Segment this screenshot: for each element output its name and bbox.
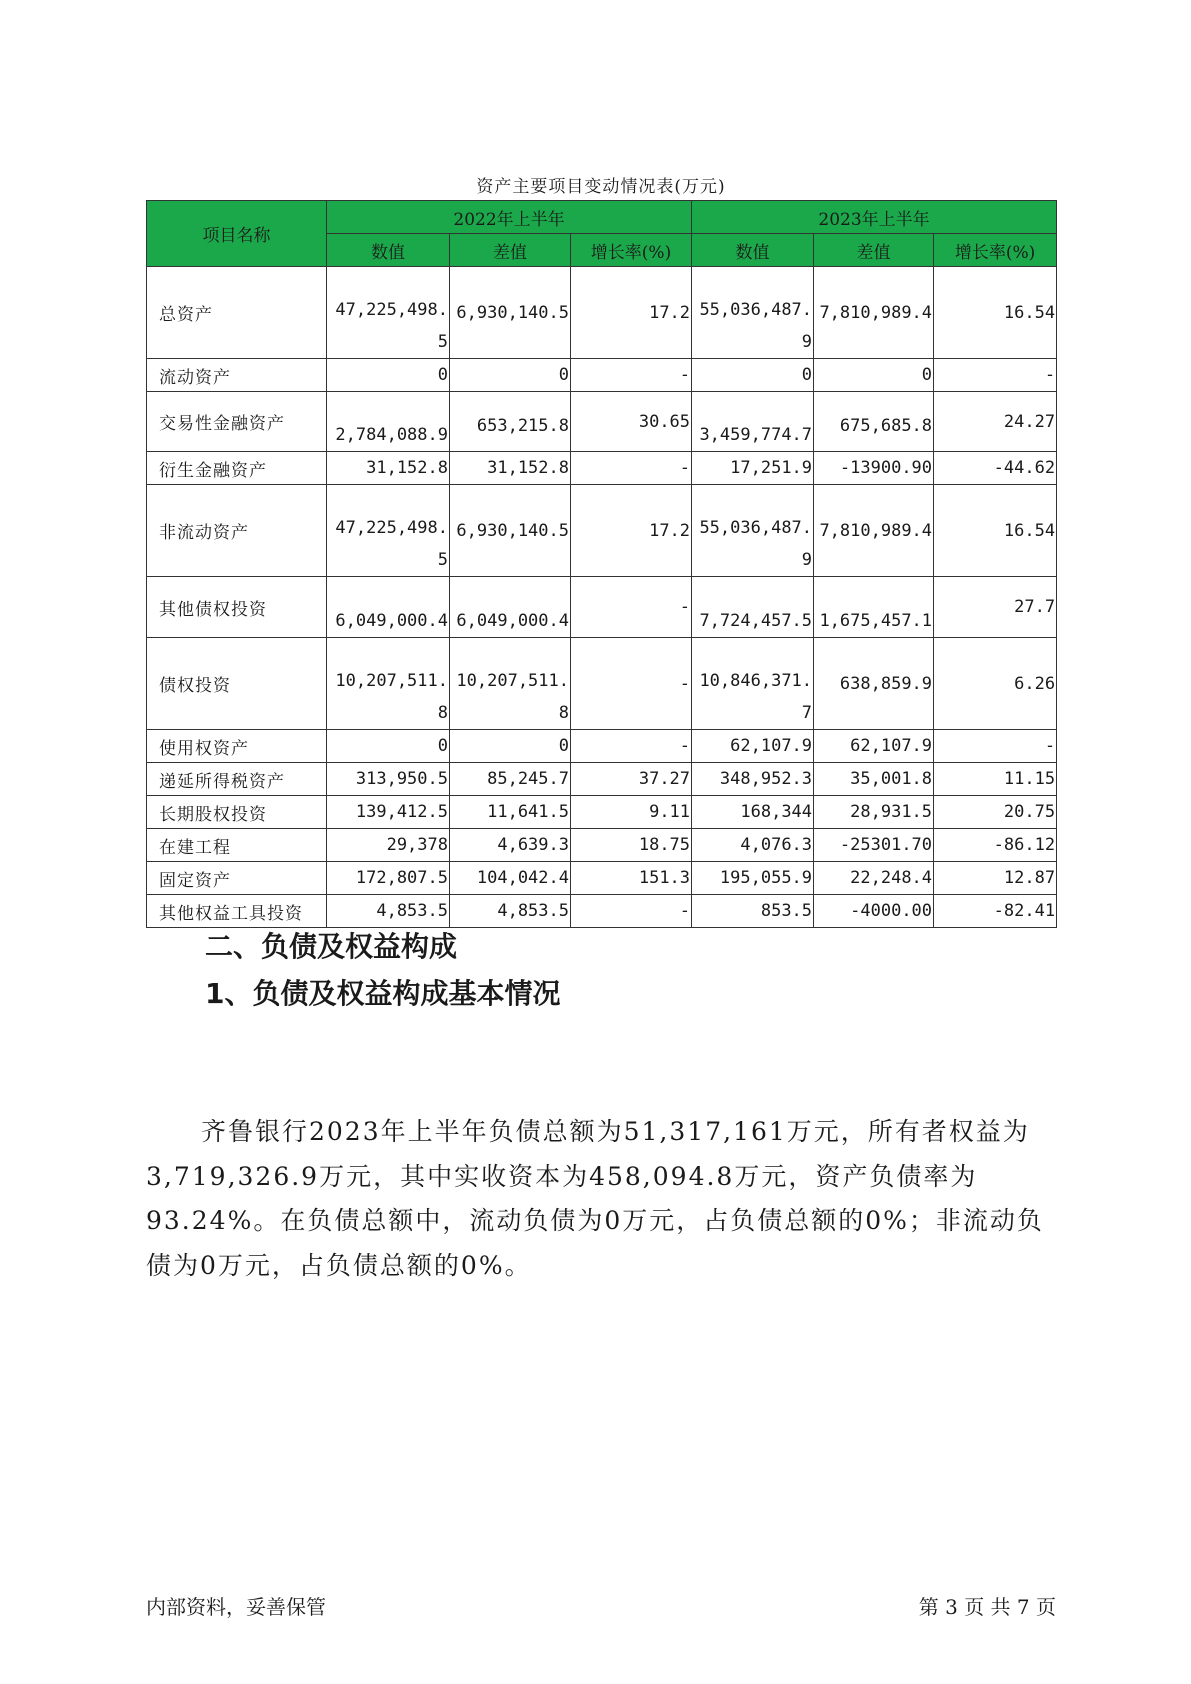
cell-growth-2023: 24.27	[934, 392, 1057, 452]
cell-growth-2022: -	[571, 577, 692, 638]
table-row	[147, 577, 1057, 638]
footer-note: 内部资料，妥善保管	[146, 1595, 326, 1619]
row-name: 流动资产	[147, 359, 327, 392]
cell-growth-2022: 17.2	[571, 485, 692, 577]
cell-value-2022: 6,049,000.4	[327, 577, 450, 638]
cell-growth-2023: 6.26	[934, 638, 1057, 730]
cell-growth-2023: -82.41	[934, 895, 1057, 928]
cell-growth-2023: -44.62	[934, 452, 1057, 485]
row-name: 使用权资产	[147, 730, 327, 763]
table-row	[147, 392, 1057, 452]
cell-diff-2022: 4,639.3	[450, 829, 571, 862]
cell-growth-2022: 18.75	[571, 829, 692, 862]
cell-growth-2023: -	[934, 730, 1057, 763]
row-name: 交易性金融资产	[147, 392, 327, 452]
cell-diff-2023: -13900.90	[814, 452, 934, 485]
cell-growth-2022: -	[571, 638, 692, 730]
table-body	[147, 267, 1057, 928]
table-row	[147, 485, 1057, 577]
table-row	[147, 829, 1057, 862]
header-year-2022: 2022年上半年	[327, 201, 692, 234]
cell-diff-2022: 10,207,511.8	[450, 638, 571, 730]
cell-diff-2023: 1,675,457.1	[814, 577, 934, 638]
cell-growth-2023: -	[934, 359, 1057, 392]
cell-value-2022: 10,207,511.8	[327, 638, 450, 730]
cell-value-2023: 195,055.9	[692, 862, 814, 895]
cell-diff-2022: 31,152.8	[450, 452, 571, 485]
row-name: 债权投资	[147, 638, 327, 730]
table-row	[147, 763, 1057, 796]
cell-diff-2023: 35,001.8	[814, 763, 934, 796]
cell-growth-2022: -	[571, 895, 692, 928]
cell-value-2022: 29,378	[327, 829, 450, 862]
cell-growth-2022: -	[571, 730, 692, 763]
cell-diff-2023: 7,810,989.4	[814, 485, 934, 577]
cell-growth-2022: 37.27	[571, 763, 692, 796]
cell-diff-2022: 6,930,140.5	[450, 267, 571, 359]
cell-diff-2023: 0	[814, 359, 934, 392]
cell-diff-2022: 4,853.5	[450, 895, 571, 928]
row-name: 递延所得税资产	[147, 763, 327, 796]
cell-diff-2023: 22,248.4	[814, 862, 934, 895]
table-row	[147, 796, 1057, 829]
cell-value-2023: 348,952.3	[692, 763, 814, 796]
cell-growth-2022: 151.3	[571, 862, 692, 895]
table-row	[147, 895, 1057, 928]
header-diff-2022: 差值	[450, 234, 571, 267]
header-diff-2023: 差值	[814, 234, 934, 267]
row-name: 长期股权投资	[147, 796, 327, 829]
row-name: 其他权益工具投资	[147, 895, 327, 928]
section-subheading: 1、负债及权益构成基本情况	[205, 977, 561, 1010]
cell-value-2022: 172,807.5	[327, 862, 450, 895]
table-caption: 资产主要项目变动情况表(万元)	[476, 177, 726, 197]
assets-change-table	[146, 200, 1057, 928]
cell-value-2022: 2,784,088.9	[327, 392, 450, 452]
cell-growth-2022: 9.11	[571, 796, 692, 829]
cell-diff-2022: 0	[450, 359, 571, 392]
cell-value-2022: 47,225,498.5	[327, 267, 450, 359]
table-row	[147, 452, 1057, 485]
header-growth-2023: 增长率(%)	[934, 234, 1057, 267]
cell-value-2023: 17,251.9	[692, 452, 814, 485]
cell-growth-2023: -86.12	[934, 829, 1057, 862]
cell-diff-2023: -25301.70	[814, 829, 934, 862]
cell-diff-2022: 6,930,140.5	[450, 485, 571, 577]
cell-value-2023: 168,344	[692, 796, 814, 829]
cell-diff-2023: 62,107.9	[814, 730, 934, 763]
cell-value-2023: 853.5	[692, 895, 814, 928]
cell-diff-2022: 653,215.8	[450, 392, 571, 452]
row-name: 总资产	[147, 267, 327, 359]
cell-value-2022: 47,225,498.5	[327, 485, 450, 577]
row-name: 在建工程	[147, 829, 327, 862]
header-value-2022: 数值	[327, 234, 450, 267]
cell-value-2022: 139,412.5	[327, 796, 450, 829]
row-name: 非流动资产	[147, 485, 327, 577]
cell-diff-2023: 28,931.5	[814, 796, 934, 829]
row-name: 其他债权投资	[147, 577, 327, 638]
header-growth-2022: 增长率(%)	[571, 234, 692, 267]
section-heading: 二、负债及权益构成	[205, 930, 458, 963]
cell-value-2022: 0	[327, 730, 450, 763]
cell-growth-2023: 20.75	[934, 796, 1057, 829]
table-row	[147, 730, 1057, 763]
cell-value-2023: 3,459,774.7	[692, 392, 814, 452]
table-row	[147, 862, 1057, 895]
cell-diff-2023: 675,685.8	[814, 392, 934, 452]
row-name: 固定资产	[147, 862, 327, 895]
cell-value-2022: 0	[327, 359, 450, 392]
cell-diff-2022: 11,641.5	[450, 796, 571, 829]
cell-diff-2023: 638,859.9	[814, 638, 934, 730]
cell-growth-2022: 17.2	[571, 267, 692, 359]
cell-value-2022: 4,853.5	[327, 895, 450, 928]
header-year-2023: 2023年上半年	[692, 201, 1057, 234]
cell-value-2023: 7,724,457.5	[692, 577, 814, 638]
summary-paragraph: 齐鲁银行2023年上半年负债总额为51,317,161万元，所有者权益为3,719,326.9万元，其中实收资本为458,094.8万元，资产负债率为93.24%。在负债总额中，流动负债为0万元，占负债总额的0%；非流动负债为0万元，占负债总额的0%。	[146, 1117, 1044, 1280]
cell-value-2023: 10,846,371.7	[692, 638, 814, 730]
page-number: 第 3 页 共 7 页	[918, 1595, 1056, 1619]
cell-growth-2023: 27.7	[934, 577, 1057, 638]
table-row	[147, 638, 1057, 730]
cell-value-2022: 31,152.8	[327, 452, 450, 485]
cell-value-2023: 62,107.9	[692, 730, 814, 763]
cell-growth-2022: -	[571, 359, 692, 392]
cell-diff-2022: 104,042.4	[450, 862, 571, 895]
cell-growth-2023: 12.87	[934, 862, 1057, 895]
cell-diff-2022: 6,049,000.4	[450, 577, 571, 638]
cell-value-2023: 55,036,487.9	[692, 485, 814, 577]
cell-value-2022: 313,950.5	[327, 763, 450, 796]
cell-growth-2022: -	[571, 452, 692, 485]
cell-diff-2023: -4000.00	[814, 895, 934, 928]
cell-growth-2022: 30.65	[571, 392, 692, 452]
header-value-2023: 数值	[692, 234, 814, 267]
cell-value-2023: 4,076.3	[692, 829, 814, 862]
cell-growth-2023: 16.54	[934, 267, 1057, 359]
cell-diff-2022: 0	[450, 730, 571, 763]
cell-value-2023: 55,036,487.9	[692, 267, 814, 359]
table-row	[147, 267, 1057, 359]
cell-growth-2023: 11.15	[934, 763, 1057, 796]
header-item-name: 项目名称	[147, 201, 327, 267]
cell-diff-2023: 7,810,989.4	[814, 267, 934, 359]
table-row	[147, 359, 1057, 392]
row-name: 衍生金融资产	[147, 452, 327, 485]
cell-value-2023: 0	[692, 359, 814, 392]
cell-growth-2023: 16.54	[934, 485, 1057, 577]
cell-diff-2022: 85,245.7	[450, 763, 571, 796]
